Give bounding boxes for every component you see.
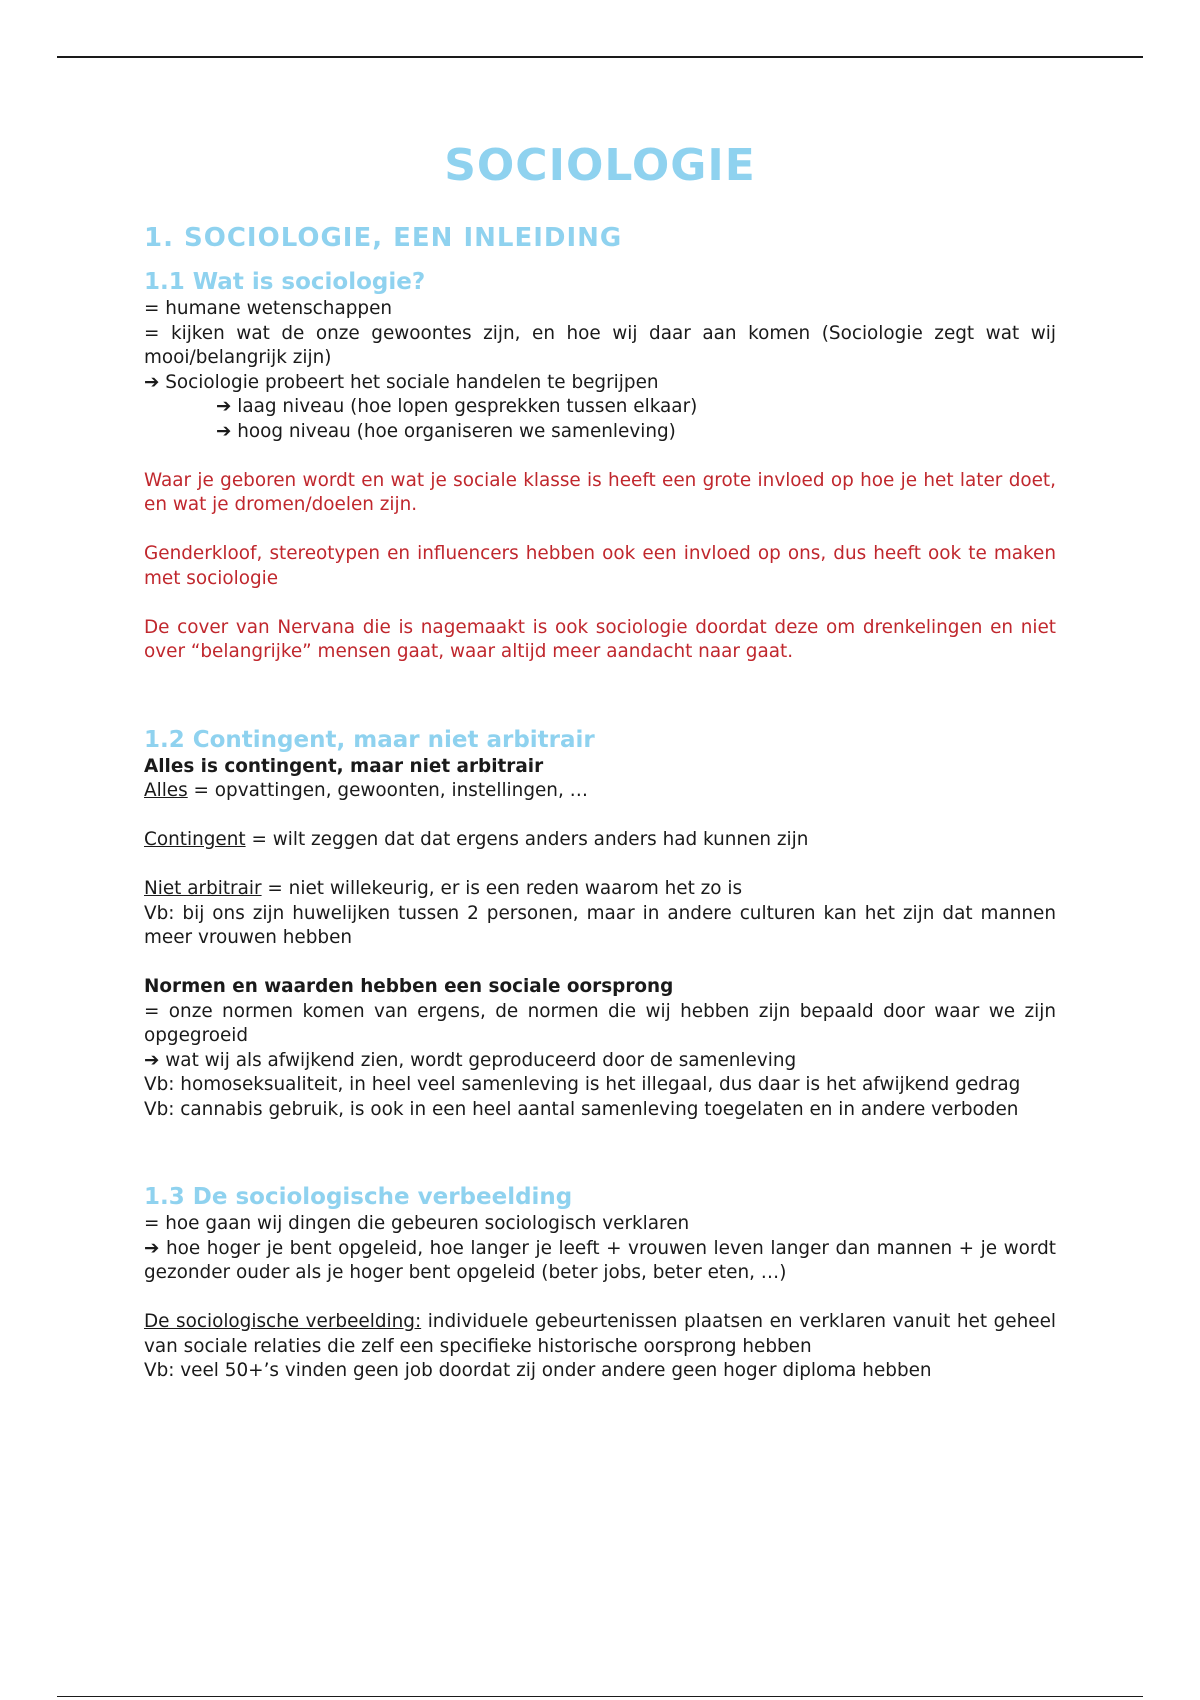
section-heading-1-1: 1.1 Wat is sociologie? bbox=[144, 269, 426, 295]
bold-statement: Alles is contingent, maar niet arbitrair bbox=[144, 755, 544, 777]
section-heading-1-2: 1.2 Contingent, maar niet arbitrair bbox=[144, 726, 595, 753]
term: Contingent bbox=[144, 829, 246, 850]
arrow-subitem: ➔ laag niveau (hoe lopen gesprekken tussen elkaar) bbox=[216, 396, 698, 417]
arrow-subitem: ➔ hoog niveau (hoe organiseren we samenleving) bbox=[216, 420, 676, 442]
definition-text: individuele gebeurtenissen plaatsen en verklaren vanuit het geheel van sociale relaties die zelf een specifieke historische oorsprong hebben bbox=[144, 1311, 1056, 1357]
paragraph: = hoe gaan wij dingen die gebeuren sociologisch verklaren bbox=[144, 1213, 690, 1234]
example: Vb: bij ons zijn huwelijken tussen 2 personen, maar in andere culturen kan het zijn dat mannen meer vrouwen hebben bbox=[144, 902, 1056, 948]
definition bbox=[144, 1310, 1056, 1359]
arrow-item: ➔ wat wij als afwijkend zien, wordt geproduceerd door de samenleving bbox=[144, 1049, 797, 1071]
document-body bbox=[144, 140, 1056, 1384]
definition bbox=[144, 877, 1056, 902]
definition-text: = niet willekeurig, er is een reden waarom het zo is bbox=[261, 878, 743, 899]
definition-text: = opvattingen, gewoonten, instellingen, … bbox=[187, 780, 589, 801]
term: Niet arbitrair bbox=[144, 878, 262, 899]
red-note: Waar je geboren wordt en wat je sociale klasse is heeft een grote invloed op hoe je het later doet, en wat je dromen/doelen zijn. bbox=[144, 469, 1056, 515]
bold-statement: Normen en waarden hebben een sociale oorsprong bbox=[144, 976, 674, 997]
paragraph: = humane wetenschappen bbox=[144, 298, 393, 319]
footer-rule bbox=[57, 1696, 1143, 1697]
example: Vb: homoseksualiteit, in heel veel samenleving is het illegaal, dus daar is het afwijkend gedrag bbox=[144, 1074, 1021, 1095]
document-title: SOCIOLOGIE bbox=[444, 140, 756, 191]
term: Alles bbox=[144, 780, 188, 801]
red-note: Genderkloof, stereotypen en influencers hebben ook een invloed op ons, dus heeft ook te maken met sociologie bbox=[144, 543, 1056, 589]
arrow-item: ➔ Sociologie probeert het sociale handelen te begrijpen bbox=[144, 371, 659, 393]
section-heading-1-3: 1.3 De sociologische verbeelding bbox=[144, 1184, 573, 1210]
definition-text: = wilt zeggen dat dat ergens anders anders had kunnen zijn bbox=[245, 829, 809, 850]
example: Vb: veel 50+’s vinden geen job doordat zij onder andere geen hoger diploma hebben bbox=[144, 1360, 932, 1381]
chapter-heading: 1. SOCIOLOGIE, EEN INLEIDING bbox=[144, 223, 623, 253]
paragraph: = kijken wat de onze gewoontes zijn, en hoe wij daar aan komen (Sociologie zegt wat wij mooi/belangrijk zijn) bbox=[144, 322, 1056, 368]
definition bbox=[144, 779, 1056, 804]
paragraph: = onze normen komen van ergens, de normen die wij hebben zijn bepaald door waar we zijn opgegroeid bbox=[144, 1000, 1056, 1046]
arrow-item: ➔ hoe hoger je bent opgeleid, hoe langer je leeft + vrouwen leven langer dan mannen + je wordt gezonder ouder als je hoger bent opgeleid (beter jobs, beter eten, …) bbox=[144, 1237, 1056, 1283]
example: Vb: cannabis gebruik, is ook in een heel aantal samenleving toegelaten en in andere verboden bbox=[144, 1098, 1019, 1120]
term: De sociologische verbeelding: bbox=[144, 1311, 422, 1332]
red-note: De cover van Nervana die is nagemaakt is ook sociologie doordat deze om drenkelingen en niet over “belangrijke” mensen gaat, waar altijd meer aandacht naar gaat. bbox=[144, 616, 1056, 662]
header-rule bbox=[57, 56, 1143, 58]
definition bbox=[144, 828, 1056, 853]
